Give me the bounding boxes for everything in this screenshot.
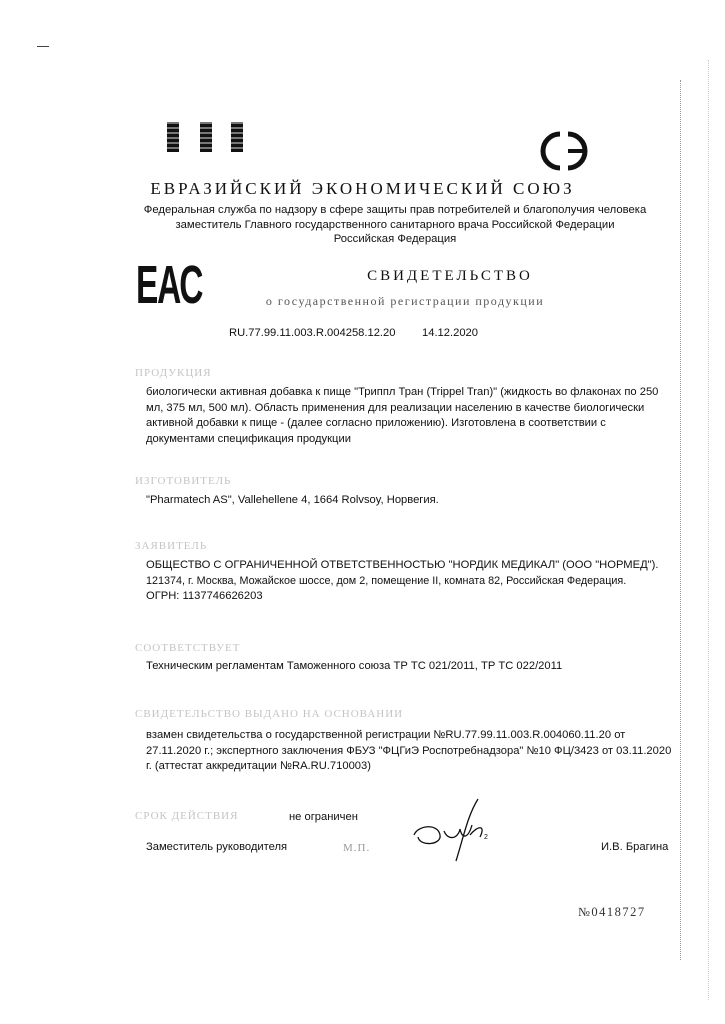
applicant-line: 121374, г. Москва, Можайское шоссе, дом 2, помещение II, комната 82, Российская Федерация. <box>146 574 627 587</box>
authority-line: Федеральная служба по надзору в сфере защиты прав потребителей и благополучия человека <box>143 204 647 216</box>
product-label: ПРОДУКЦИЯ <box>135 367 212 379</box>
signatory-position: Заместитель руководителя <box>146 841 288 853</box>
certificate-subtitle: о государственной регистрации продукции <box>265 294 545 308</box>
authority-line: Российская Федерация <box>333 233 457 245</box>
barcode-mark <box>231 122 243 152</box>
basis-text: взамен свидетельства о государственной регистрации №RU.77.99.11.003.R.004060.11.20 от 27.11.2020 г.; экспертного заключения ФБУЗ "ФЦГиЭ Роспотребнадзора" №10 ФЦ/3423 от 03.11.2020 г. (аттестат аккредитации №RA.RU.710003) <box>146 729 672 772</box>
basis-label: СВИДЕТЕЛЬСТВО ВЫДАНО НА ОСНОВАНИИ <box>135 708 404 720</box>
certificate-number: RU.77.99.11.003.R.004258.12.20 <box>229 327 396 339</box>
product-text: биологически активная добавка к пище "Триппл Тран (Trippel Tran)" (жидкость во флаконах по 250 мл, 375 мл, 500 мл). Область применения для реализации населению в качестве биологически активной добавки к пище - (далее согласно приложению). Изготовлена в соответствии с документами спецификация продукции <box>146 386 659 445</box>
manufacturer-text: "Pharmatech AS", Vallehellene 4, 1664 Rolvsoy, Норвегия. <box>146 494 439 506</box>
validity-text: не ограничен <box>289 811 358 823</box>
perforated-edge <box>708 60 719 1000</box>
applicant-label: ЗАЯВИТЕЛЬ <box>135 540 208 552</box>
svg-text:2: 2 <box>484 834 488 841</box>
signature-icon <box>408 795 518 865</box>
signatory-name: И.В. Брагина <box>601 841 669 853</box>
authority-line: заместитель Главного государственного санитарного врача Российской Федерации <box>175 218 615 231</box>
authority <box>0 203 725 247</box>
ce-logo-icon <box>534 128 596 174</box>
manufacturer-label: ИЗГОТОВИТЕЛЬ <box>135 475 232 487</box>
barcode-mark <box>167 122 179 152</box>
applicant-line: ОБЩЕСТВО С ОГРАНИЧЕННОЙ ОТВЕТСТВЕННОСТЬЮ "НОРДИК МЕДИКАЛ" (ООО "НОРМЕД"). <box>146 559 659 571</box>
conformity-text: Техническим регламентам Таможенного союза ТР ТС 021/2011, ТР ТС 022/2011 <box>146 660 563 672</box>
eac-logo: ЕАС <box>136 255 203 315</box>
conformity-label: СООТВЕТСТВУЕТ <box>135 642 241 654</box>
certificate-date: 14.12.2020 <box>422 327 478 339</box>
validity-label: СРОК ДЕЙСТВИЯ <box>135 810 239 822</box>
stamp-place: М.П. <box>343 842 371 854</box>
union-title: ЕВРАЗИЙСКИЙ ЭКОНОМИЧЕСКИЙ СОЮЗ <box>150 179 575 198</box>
scan-mark <box>37 46 49 47</box>
form-number: №0418727 <box>578 905 646 919</box>
applicant-line: ОГРН: 1137746626203 <box>146 590 263 602</box>
certificate-title: СВИДЕТЕЛЬСТВО <box>367 268 533 284</box>
applicant <box>146 558 658 605</box>
barcode-mark <box>200 122 212 152</box>
